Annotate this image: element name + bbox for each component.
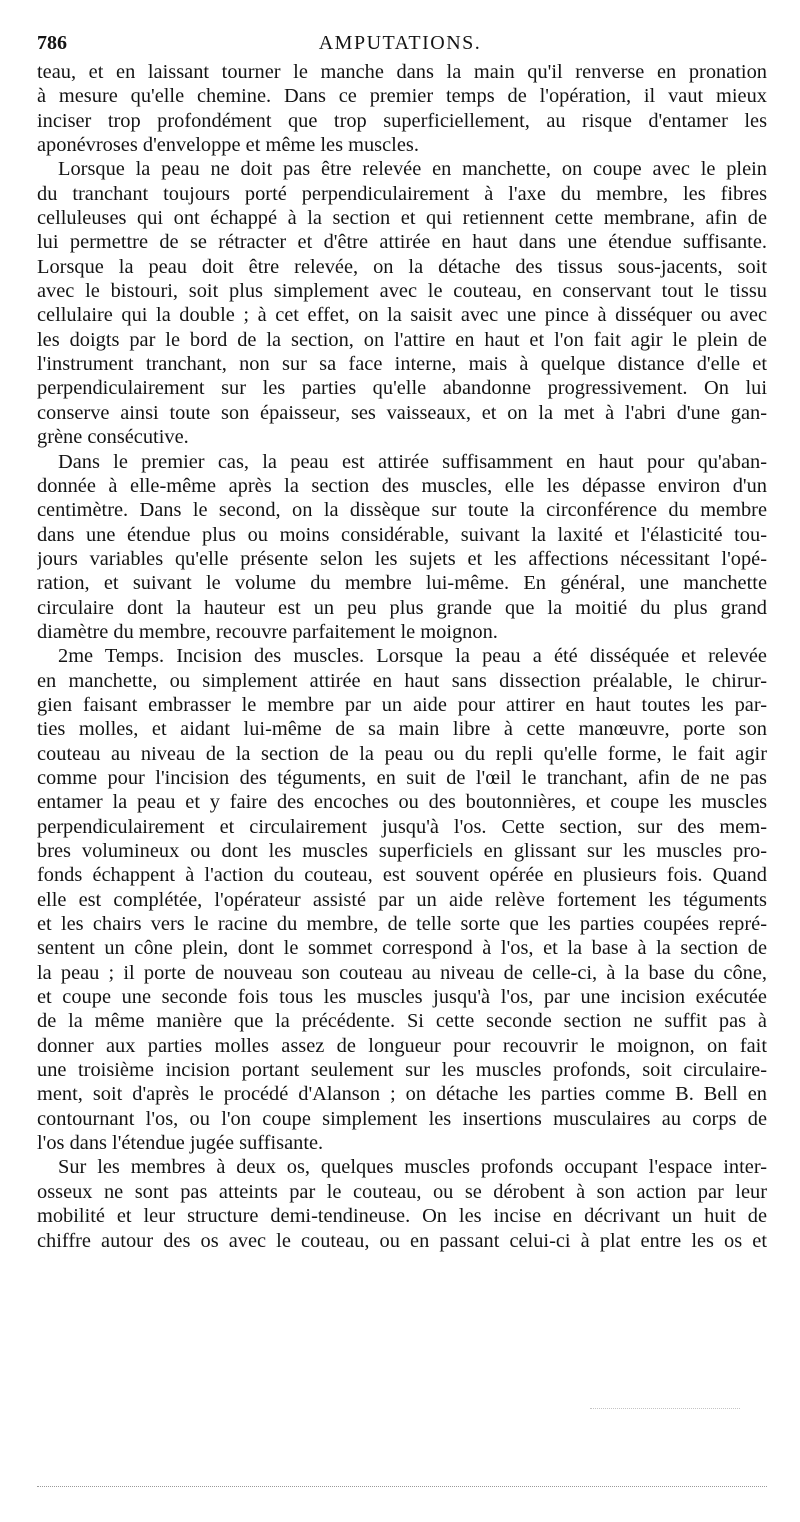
text-line: la peau ; il porte de nouveau son couteau au niveau de celle-ci, à la base du cône,: [37, 961, 767, 984]
text-line: bres volumineux ou dont les muscles superficiels en glissant sur les muscles pro-: [37, 840, 767, 862]
running-title: AMPUTATIONS.: [318, 32, 482, 54]
text-line: circulaire dont la hauteur est un peu plus grande que la moitié du plus grand: [37, 596, 767, 619]
body-text: [37, 60, 767, 1253]
text-line: à mesure qu'elle chemine. Dans ce premier temps de l'opération, il vaut mieux: [37, 85, 767, 108]
text-line: de la même manière que la précédente. Si cette seconde section ne suffit pas à: [37, 1010, 767, 1033]
text-line: teau, et en laissant tourner le manche dans la main qu'il renverse en pronation: [37, 61, 767, 83]
text-line: donner aux parties molles assez de longueur pour recouvrir le moignon, on fait: [37, 1034, 767, 1057]
text-line: comme pour l'incision des téguments, en suit de l'œil le tranchant, afin de ne pas: [37, 766, 767, 789]
text-line: centimètre. Dans le second, on la dissèque sur toute la circonférence du membre: [37, 499, 767, 522]
text-line: grène consécutive.: [37, 426, 189, 449]
text-line: conserve ainsi toute son épaisseur, ses vaisseaux, et on la met à l'abri d'une gan-: [37, 401, 767, 424]
text-line: fonds échappent à l'action du couteau, est souvent opérée en plusieurs fois. Quand: [37, 864, 767, 887]
page-header: [37, 28, 767, 58]
text-line: elle est complétée, l'opérateur assisté par un aide relève fortement les téguments: [37, 888, 767, 911]
text-line: cellulaire qui la double ; à cet effet, on la saisit avec une pince à disséquer ou avec: [37, 304, 767, 327]
text-line: ration, et suivant le volume du membre lui-même. En général, une manchette: [37, 572, 767, 595]
text-line: chiffre autour des os avec le couteau, ou en passant celui-ci à plat entre les os et: [37, 1229, 767, 1252]
text-line: et les chairs vers le racine du membre, de telle sorte que les parties coupées repré-: [37, 913, 767, 936]
text-line: sentent un cône plein, dont le sommet correspond à l'os, et la base à la section de: [37, 937, 767, 960]
text-line: perpendiculairement et circulairement jusqu'à l'os. Cette section, sur des mem-: [37, 815, 767, 838]
text-line: Lorsque la peau doit être relevée, on la détache des tissus sous-jacents, soit: [37, 255, 767, 278]
text-line: aponévroses d'enveloppe et même les muscles.: [37, 134, 419, 157]
text-line: celluleuses qui ont échappé à la section et qui retiennent cette membrane, afin de: [37, 207, 767, 230]
text-line: donnée à elle-même après la section des muscles, elle les dépasse environ d'un: [37, 474, 767, 497]
text-line: avec le bistouri, soit plus simplement avec le couteau, en conservant tout le tissu: [37, 280, 767, 303]
page-number: 786: [37, 32, 67, 54]
text-line: diamètre du membre, recouvre parfaitement le moignon.: [37, 620, 498, 643]
text-line: Sur les membres à deux os, quelques muscles profonds occupant l'espace inter-: [58, 1156, 767, 1179]
text-line: les doigts par le bord de la section, on l'attire en haut et l'on fait agir le plein de: [37, 328, 767, 351]
text-line: du tranchant toujours porté perpendiculairement à l'axe du membre, les fibres: [37, 182, 767, 205]
text-line: et coupe une seconde fois tous les muscles jusqu'à l'os, par une incision exécutée: [37, 986, 767, 1009]
text-line: ment, soit d'après le procédé d'Alanson ; on détache les parties comme B. Bell en: [37, 1083, 767, 1106]
text-line: jours variables qu'elle présente selon les sujets et les affections nécessitant l'opé-: [37, 547, 767, 570]
text-line: inciser trop profondément que trop superficiellement, au risque d'entamer les: [37, 109, 767, 132]
text-line: une troisième incision portant seulement sur les muscles profonds, soit circulaire-: [37, 1059, 767, 1082]
text-line: 2me Temps. Incision des muscles. Lorsque la peau a été disséquée et relevée: [58, 645, 767, 668]
text-line: perpendiculairement sur les parties qu'elle abandonne progressivement. On lui: [37, 377, 767, 400]
text-line: en manchette, ou simplement attirée en haut sans dissection préalable, le chirur-: [37, 669, 767, 692]
text-line: mobilité et leur structure demi-tendineuse. On les incise en décrivant un huit de: [37, 1205, 767, 1228]
text-line: lui permettre de se rétracter et d'être attirée en haut dans une étendue suffisante.: [37, 231, 767, 254]
text-line: couteau au niveau de la section de la peau ou du repli qu'elle forme, le fait agir: [37, 742, 767, 765]
text-line: contournant l'os, ou l'on coupe simplement les insertions musculaires au corps de: [37, 1107, 767, 1130]
text-line: dans une étendue plus ou moins considérable, suivant la laxité et l'élasticité tou-: [37, 523, 767, 546]
footer-dotted-rule: [37, 1486, 767, 1487]
text-line: ties molles, et aidant lui-même de sa main libre à cette manœuvre, porte son: [37, 718, 767, 741]
faint-dotted-rule: [590, 1408, 740, 1409]
text-line: entamer la peau et y faire des encoches ou des boutonnières, et coupe les muscles: [37, 791, 767, 814]
text-line: osseux ne sont pas atteints par le couteau, ou se dérobent à son action par leur: [37, 1180, 767, 1203]
text-line: Dans le premier cas, la peau est attirée suffisamment en haut pour qu'aban-: [58, 450, 767, 473]
text-line: Lorsque la peau ne doit pas être relevée en manchette, on coupe avec le plein: [58, 158, 767, 181]
text-line: gien faisant embrasser le membre par un aide pour attirer en haut toutes les par-: [37, 693, 767, 716]
text-line: l'os dans l'étendue jugée suffisante.: [37, 1132, 324, 1155]
text-line: l'instrument tranchant, non sur sa face interne, mais à quelque distance d'elle et: [37, 353, 767, 376]
